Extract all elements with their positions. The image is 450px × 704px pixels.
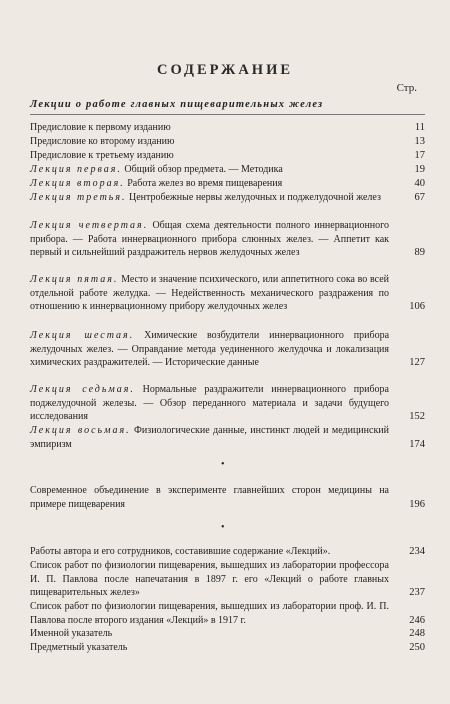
entry-text: Физиологические данные, инстинкт людей и медицинский эмпиризм	[30, 425, 390, 450]
lecture-label: Лекция шестая.	[30, 330, 135, 341]
entry-page: 152	[409, 411, 425, 422]
entry-text: Список работ по физиологии пищеварения, вышедших из лаборатории проф. И. П. Павлова после второго издания «Лекций» в 1917 г.	[30, 601, 389, 626]
entry-text: Предисловие к первому изданию	[30, 122, 171, 133]
heading-rule	[30, 114, 425, 115]
entry-text: Химические возбудители иннервационного прибора желудочных желез. — Оправдание метода уединенного желудочка и локализация химических раздражителей. — Исторические данные	[30, 330, 390, 368]
toc-entry[interactable]	[30, 545, 425, 559]
separator-dot: •	[221, 522, 225, 533]
entry-page: 67	[414, 192, 425, 203]
entry-page: 89	[414, 247, 425, 258]
toc-entry[interactable]	[30, 121, 425, 135]
lecture-label: Лекция третья.	[30, 192, 127, 203]
entry-text: Общая схема деятельности полного иннервационного прибора. — Работа иннервационного прибора слюнных желез. — Аппетит как первый и сильнейший раздражитель нервов желудочных желез	[30, 220, 390, 258]
toc-entry[interactable]	[30, 627, 425, 641]
entry-page: 174	[409, 438, 425, 450]
entry-text: Список работ по физиологии пищеварения, вышедших из лаборатории профессора И. П. Павлова после напечатания в 1897 г. его «Лекций о работе главных пищеварительных желез»	[30, 560, 389, 598]
toc-entry[interactable]	[30, 559, 425, 600]
toc-entry[interactable]	[30, 600, 425, 627]
entry-text: Современное объединение в эксперименте главнейших сторон медицины на примере пищеварения	[30, 485, 389, 510]
toc-entry[interactable]	[30, 219, 425, 260]
entry-page: 234	[409, 546, 425, 557]
lecture-label: Лекция первая.	[30, 164, 122, 175]
entry-text: Предисловие ко второму изданию	[30, 136, 175, 147]
entry-page: 246	[409, 614, 425, 626]
entry-page: 248	[409, 628, 425, 639]
toc-entry[interactable]	[30, 484, 425, 511]
entry-text: Именной указатель	[30, 628, 113, 639]
entry-text: Место и значение психического, или аппетитного сока во всей отдельной работе желудка. — Недейственность механического раздражения по отношению к иннервационному прибору желудочных желез	[30, 274, 390, 312]
entry-page: 19	[414, 164, 425, 175]
toc-entry[interactable]	[30, 329, 425, 370]
toc-entry[interactable]	[30, 135, 425, 149]
toc-entry[interactable]	[30, 163, 425, 177]
toc-entry[interactable]	[30, 424, 425, 451]
entry-page: 11	[414, 122, 425, 133]
toc-entry[interactable]	[30, 149, 425, 163]
entry-page: 127	[409, 357, 425, 368]
separator-dot: •	[221, 459, 225, 470]
page-column-label: Стр.	[396, 82, 417, 94]
toc-entry[interactable]	[30, 177, 425, 191]
toc-entry[interactable]	[30, 383, 425, 424]
lecture-label: Лекция вторая.	[30, 178, 125, 189]
entry-text: Предметный указатель	[30, 642, 128, 653]
section-heading: Лекции о работе главных пищеварительных желез	[30, 99, 324, 110]
entry-text: Общий обзор предмета. — Методика	[124, 164, 283, 175]
entry-text: Центробежные нервы желудочных и поджелудочной желез	[129, 192, 381, 203]
entry-page: 13	[414, 136, 425, 147]
entry-page: 196	[409, 498, 425, 510]
entry-page: 250	[409, 642, 425, 653]
lecture-label: Лекция четвертая.	[30, 220, 149, 231]
entry-text: Работа желез во время пищеварения	[127, 178, 283, 189]
page-title: СОДЕРЖАНИЕ	[156, 62, 294, 78]
toc-entry[interactable]	[30, 641, 425, 655]
entry-page: 17	[414, 150, 425, 161]
entry-page: 106	[409, 301, 425, 312]
entry-text: Нормальные раздражители иннервационного прибора поджелудочной железы. — Обзор переданного материала и задачи будущего исследования	[30, 384, 389, 422]
entry-text: Предисловие к третьему изданию	[30, 150, 174, 161]
entry-text: Работы автора и его сотрудников, составившие содержание «Лекций».	[30, 546, 331, 557]
entry-page: 40	[414, 178, 425, 189]
entry-page: 237	[409, 587, 425, 598]
toc-entry[interactable]	[30, 273, 425, 314]
lecture-label: Лекция пятая.	[30, 274, 119, 285]
lecture-label: Лекция седьмая.	[30, 384, 135, 395]
toc-entry[interactable]	[30, 191, 425, 205]
lecture-label: Лекция восьмая.	[30, 425, 131, 436]
